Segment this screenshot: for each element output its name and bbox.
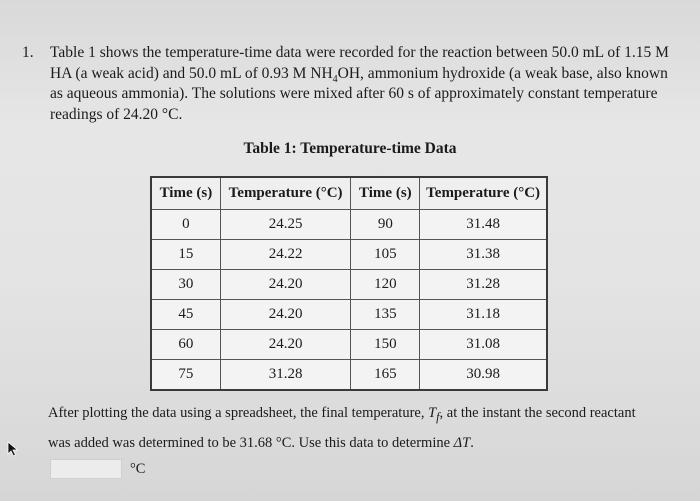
follow-up-line-1-b: , at the instant the second reactant — [439, 405, 636, 421]
table-row — [151, 360, 547, 391]
follow-up-line-2 — [48, 430, 688, 456]
question-line-4: readings of 24.20 °C. — [50, 105, 183, 123]
mouse-pointer-icon — [6, 441, 20, 457]
header-temperature-1: Temperature (°C) — [220, 177, 351, 210]
delta-t-symbol: ΔT — [453, 434, 471, 451]
table-cell: 120 — [351, 270, 420, 300]
question-line-2-a: HA (a weak acid) and 50.0 mL of 0.93 M NH — [50, 64, 333, 82]
table-cell: 15 — [151, 240, 220, 270]
table-row — [151, 270, 547, 300]
header-time-2: Time (s) — [351, 177, 420, 210]
follow-up-line-2-b: . — [470, 434, 474, 451]
follow-up-line-1 — [48, 400, 688, 430]
table-header-row — [151, 177, 547, 210]
table-cell: 75 — [151, 360, 220, 391]
table-row — [151, 210, 547, 240]
temperature-time-table — [150, 176, 548, 391]
question-line-2 — [50, 64, 672, 85]
table-cell: 31.28 — [420, 270, 547, 300]
table-cell: 165 — [351, 360, 420, 391]
question-text — [50, 43, 672, 125]
table-cell: 31.08 — [420, 330, 547, 360]
follow-up-line-2-a: was added was determined to be 31.68 °C. Use this data to determine — [48, 434, 454, 451]
table-cell: 31.38 — [420, 240, 547, 270]
table-cell: 105 — [351, 240, 420, 270]
table-cell: 30 — [151, 270, 220, 300]
question-line-2-b: OH, ammonium hydroxide (a weak base, also known — [337, 64, 668, 82]
question-line-1: Table 1 shows the temperature-time data were recorded for the reaction between 50.0 mL of 1.15 M — [50, 44, 669, 61]
table-cell: 24.20 — [220, 300, 351, 330]
table-title: Table 1: Temperature-time Data — [243, 140, 457, 157]
header-temperature-2: Temperature (°C) — [420, 177, 547, 210]
table-cell: 135 — [351, 300, 420, 330]
tf-symbol: T — [428, 405, 437, 421]
follow-up-text — [48, 400, 688, 456]
follow-up-line-1-a: After plotting the data using a spreadsheet, the final temperature, — [48, 405, 429, 421]
table-cell: 31.28 — [220, 360, 351, 391]
table-cell: 24.20 — [220, 330, 351, 360]
table-cell: 24.22 — [220, 240, 351, 270]
tf-subscript-text: f — [436, 409, 440, 424]
table-cell: 24.25 — [220, 210, 351, 240]
question-block — [22, 43, 672, 125]
table-cell: 60 — [151, 330, 220, 360]
table-cell: 90 — [351, 210, 420, 240]
nh4-subscript: 4 — [332, 73, 338, 85]
table-cell: 0 — [151, 210, 220, 240]
answer-input[interactable] — [50, 459, 122, 479]
table-cell: 31.18 — [420, 300, 547, 330]
table-cell: 45 — [151, 300, 220, 330]
answer-unit: °C — [130, 460, 146, 477]
header-time-1: Time (s) — [151, 177, 220, 210]
table-row — [151, 300, 547, 330]
question-number: 1. — [22, 44, 34, 61]
answer-row — [50, 459, 145, 479]
table-row — [151, 330, 547, 360]
table-cell: 150 — [351, 330, 420, 360]
table-cell: 31.48 — [420, 210, 547, 240]
table-cell: 30.98 — [420, 360, 547, 391]
question-line-3: as aqueous ammonia). The solutions were mixed after 60 s of approximately constant temperature — [50, 85, 658, 102]
table-row — [151, 240, 547, 270]
table-cell: 24.20 — [220, 270, 351, 300]
